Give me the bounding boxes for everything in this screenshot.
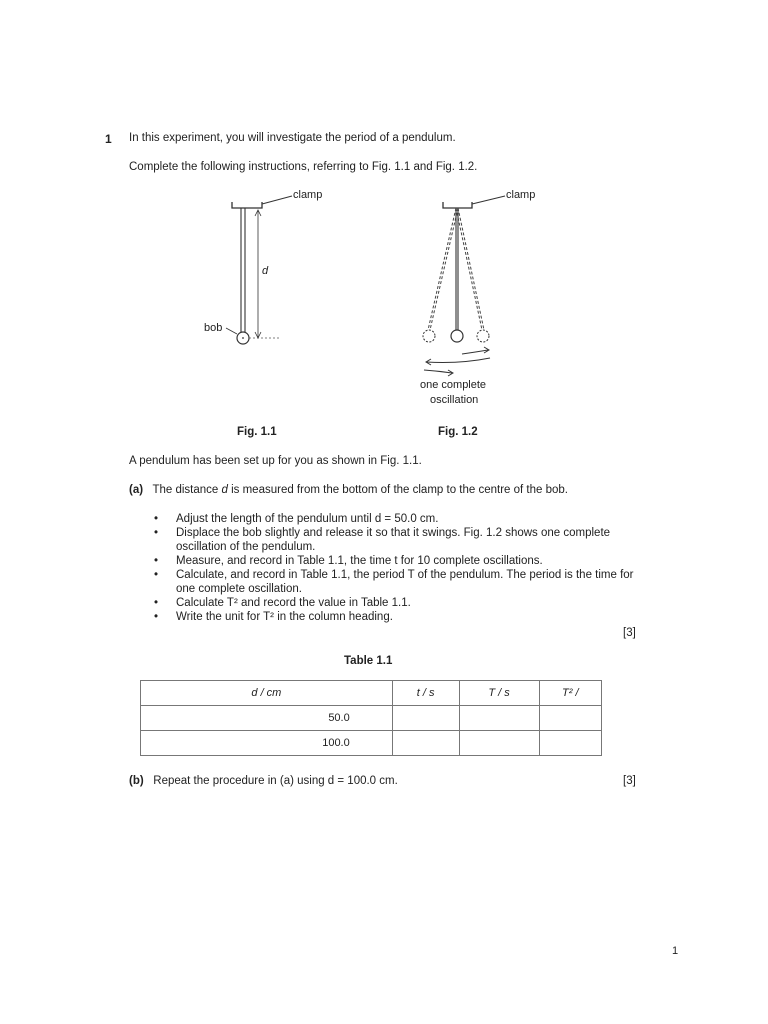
part-a-statement	[129, 484, 568, 496]
fig2-caption: Fig. 1.2	[438, 426, 478, 438]
table-row	[141, 706, 602, 731]
table-cell[interactable]	[392, 706, 459, 731]
page-number: 1	[672, 945, 679, 957]
table-cell[interactable]	[539, 706, 602, 731]
pendulum-figures	[180, 180, 540, 420]
table-cell[interactable]	[459, 706, 539, 731]
header-T: T / s	[459, 681, 539, 706]
part-a-text-after: is measured from the bottom of the clamp to the centre of the bob.	[227, 484, 568, 496]
bullet-item: • Calculate, and record in Table 1.1, the period T of the pendulum. The period is the time for one complete oscillation.	[150, 568, 650, 596]
bullet-item: • Write the unit for T² in the column heading.	[150, 610, 650, 624]
setup-text: A pendulum has been set up for you as shown in Fig. 1.1.	[129, 455, 422, 467]
part-b-text: Repeat the procedure in (a) using d = 100.0 cm.	[153, 775, 398, 787]
fig1-clamp-label: clamp	[293, 189, 323, 201]
part-b-statement	[129, 775, 398, 787]
question-number: 1	[105, 132, 112, 146]
question-intro: In this experiment, you will investigate the period of a pendulum.	[129, 132, 456, 144]
bullet-item: • Adjust the length of the pendulum until d = 50.0 cm.	[150, 512, 650, 526]
fig1-clamp-leader	[262, 196, 292, 204]
bullet-item: • Displace the bob slightly and release it so that it swings. Fig. 1.2 shows one complete oscillation of the pendulum.	[150, 526, 650, 554]
bullet-item: • Calculate T² and record the value in Table 1.1.	[150, 596, 650, 610]
table-cell[interactable]	[392, 731, 459, 756]
d-label: d	[262, 265, 269, 277]
table-header-row	[141, 681, 602, 706]
table-cell: 100.0	[141, 731, 393, 756]
table-cell[interactable]	[539, 731, 602, 756]
part-a-label: (a)	[129, 484, 144, 496]
fig2-bob-center-icon	[451, 330, 463, 342]
fig2-bob-right-icon	[477, 330, 489, 342]
part-b-marks: [3]	[623, 775, 636, 787]
bullet-item: • Measure, and record in Table 1.1, the time t for 10 complete oscillations.	[150, 554, 650, 568]
fig1-clamp-icon	[232, 202, 262, 208]
header-d: d / cm	[141, 681, 393, 706]
part-a-text-before: The distance	[152, 484, 222, 496]
table-row	[141, 731, 602, 756]
fig2-clamp-icon	[443, 202, 472, 208]
fig1-caption: Fig. 1.1	[237, 426, 277, 438]
header-T2: T² /	[539, 681, 602, 706]
part-a-var: d	[221, 484, 228, 496]
table-cell[interactable]	[459, 731, 539, 756]
question-instructions: Complete the following instructions, referring to Fig. 1.1 and Fig. 1.2.	[129, 161, 478, 173]
table-cell: 50.0	[141, 706, 393, 731]
fig2-string-left	[428, 208, 456, 330]
fig2-bob-left-icon	[423, 330, 435, 342]
header-t: t / s	[392, 681, 459, 706]
part-a-bullet-list	[150, 512, 650, 624]
oscillation-arrows-icon	[424, 347, 490, 376]
fig1-bob-label: bob	[204, 322, 223, 334]
table-caption: Table 1.1	[344, 655, 393, 667]
fig2-string-right	[456, 208, 482, 330]
oscillation-label-line2: oscillation	[430, 394, 479, 406]
oscillation-label-line1: one complete	[420, 379, 487, 391]
part-b-label: (b)	[129, 775, 144, 787]
part-a-marks: [3]	[623, 627, 636, 639]
fig2-clamp-label: clamp	[506, 189, 536, 201]
results-table	[140, 680, 602, 756]
